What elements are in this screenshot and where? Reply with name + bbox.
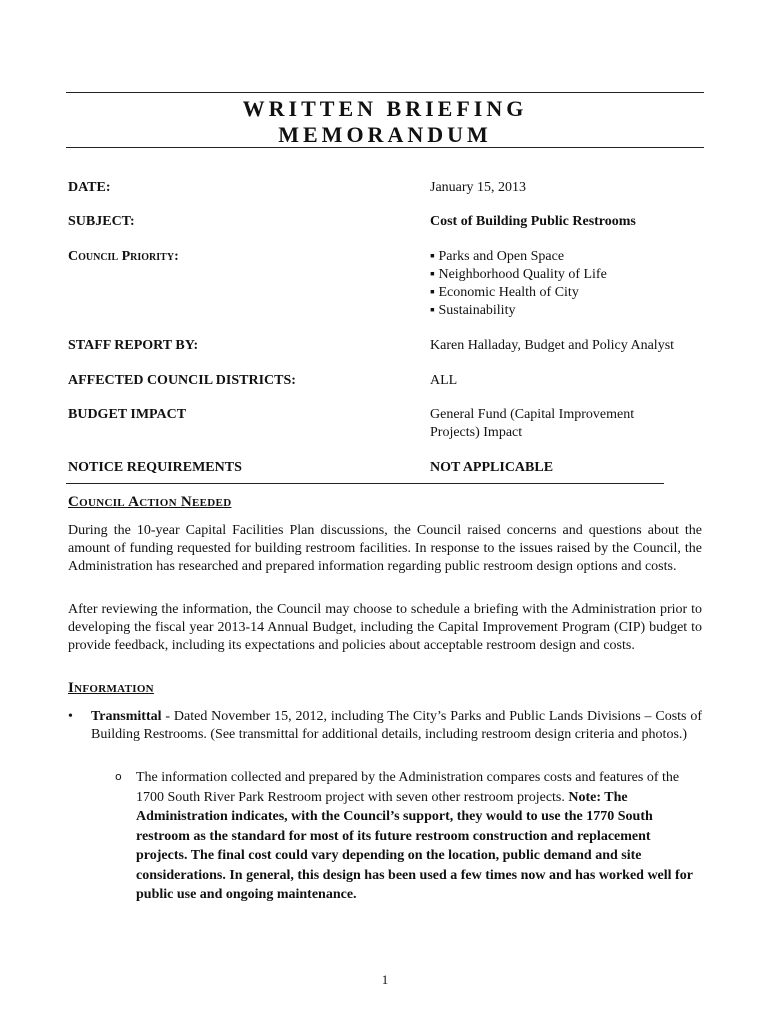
priority-item: ▪ Neighborhood Quality of Life bbox=[430, 267, 607, 282]
comparison-text bbox=[136, 768, 702, 905]
page-number: 1 bbox=[381, 972, 389, 987]
priority-item: ▪ Sustainability bbox=[430, 303, 516, 318]
sub-bullet-marker: o bbox=[115, 770, 122, 783]
date-label: DATE: bbox=[68, 180, 111, 195]
council-action-heading: Council Action Needed bbox=[68, 494, 232, 510]
transmittal-label: Transmittal bbox=[91, 709, 162, 724]
council-action-paragraph-2: After reviewing the information, the Council may choose to schedule a briefing with the Administration prior to developing the fiscal year 2013-14 Annual Budget, including the Capital Improvement Program (CIP) budget to provide feedback, including its expectations and policies about acceptable restroom design and costs. bbox=[68, 602, 702, 653]
council-priority-list bbox=[430, 248, 710, 320]
council-priority-label: Council Priority: bbox=[68, 249, 179, 264]
transmittal-text bbox=[91, 708, 702, 744]
subject-value: Cost of Building Public Restrooms bbox=[430, 214, 636, 229]
priority-item: ▪ Parks and Open Space bbox=[430, 249, 565, 264]
section-rule bbox=[66, 483, 664, 484]
budget-impact-value bbox=[430, 406, 710, 442]
title-rule bbox=[66, 147, 704, 148]
memo-title-line-2: MEMORANDUM bbox=[278, 122, 492, 147]
notice-requirements-label: NOTICE REQUIREMENTS bbox=[68, 460, 242, 475]
information-heading: Information bbox=[68, 680, 154, 696]
affected-districts-label: AFFECTED COUNCIL DISTRICTS: bbox=[68, 373, 296, 388]
top-rule bbox=[66, 92, 704, 93]
subject-label: SUBJECT: bbox=[68, 214, 135, 229]
notice-requirements-value: NOT APPLICABLE bbox=[430, 460, 554, 475]
comparison-description: The information collected and prepared by the Administration compares costs and features of the 1700 South River Park Restroom project with seven other restroom projects. bbox=[136, 770, 680, 805]
budget-impact-line: General Fund (Capital Improvement bbox=[430, 407, 635, 422]
administration-note: Note: The Administration indicates, with the Council’s support, they would to use the 1770 South restroom as the standard for most of its future restroom construction and replacement projects. The final cost could vary depending on the location, public demand and site considerations. In general, this design has been used a few times now and has worked well for public use and ongoing maintenance. bbox=[136, 789, 693, 902]
staff-report-value: Karen Halladay, Budget and Policy Analyst bbox=[430, 338, 675, 353]
council-action-paragraph-1: During the 10-year Capital Facilities Plan discussions, the Council raised concerns and questions about the amount of funding requested for building restroom facilities. In response to the issues raised by the Council, the Administration has researched and prepared information regarding public restroom design options and costs. bbox=[68, 523, 702, 574]
budget-impact-label: BUDGET IMPACT bbox=[68, 407, 187, 422]
affected-districts-value: ALL bbox=[430, 373, 458, 388]
transmittal-description: - Dated November 15, 2012, including The City’s Parks and Public Lands Divisions – Costs of Building Restrooms. (See transmittal for additional details, including restroom design criteria and photos.) bbox=[91, 709, 702, 742]
budget-impact-line: Projects) Impact bbox=[430, 425, 523, 440]
priority-item: ▪ Economic Health of City bbox=[430, 285, 579, 300]
memo-title-line-1: WRITTEN BRIEFING bbox=[242, 96, 528, 121]
bullet-marker: • bbox=[68, 709, 73, 724]
date-value: January 15, 2013 bbox=[430, 180, 527, 195]
staff-report-label: STAFF REPORT BY: bbox=[68, 338, 199, 353]
